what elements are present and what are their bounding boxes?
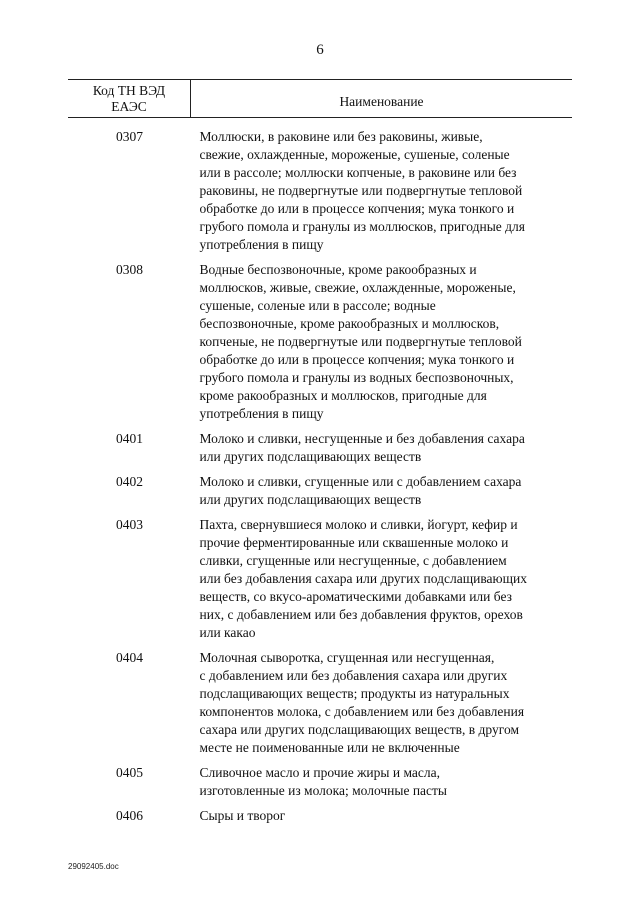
description-line: подслащивающих веществ; продукты из натуральных bbox=[199, 686, 510, 701]
description-line: кроме ракообразных и моллюсков, пригодные для bbox=[199, 388, 487, 403]
description-line: или какао bbox=[199, 625, 256, 640]
description-line: компонентов молока, с добавлением или без добавления bbox=[199, 704, 525, 719]
description-line: беспозвоночные, кроме ракообразных и моллюсков, bbox=[199, 316, 500, 331]
description-line: Молочная сыворотка, сгущенная или несгущенная, bbox=[199, 650, 495, 665]
commodity-code: 0403 bbox=[116, 517, 143, 532]
commodity-description bbox=[191, 430, 573, 473]
description-line: них, с добавлением или без добавления фруктов, орехов bbox=[199, 607, 523, 622]
commodity-code: 0308 bbox=[116, 262, 143, 277]
commodity-description bbox=[191, 516, 573, 649]
description-line: с добавлением или без добавления сахара или других bbox=[199, 668, 508, 683]
description-line: или без добавления сахара или других подслащивающих bbox=[199, 571, 527, 586]
code-header-line-2: ЕАЭС bbox=[111, 99, 147, 114]
description-line: Моллюски, в раковине или без раковины, живые, bbox=[199, 129, 483, 144]
commodity-code: 0404 bbox=[116, 650, 143, 665]
table-row bbox=[68, 430, 572, 473]
commodity-description bbox=[191, 473, 573, 516]
description-line: свежие, охлажденные, мороженые, сушеные, соленые bbox=[199, 147, 510, 162]
name-column-header: Наименование bbox=[191, 80, 573, 118]
description-line: или других подслащивающих веществ bbox=[199, 449, 422, 464]
commodity-code: 0401 bbox=[116, 431, 143, 446]
description-line: или в рассоле; моллюски копченые, в раковине или без bbox=[199, 165, 517, 180]
description-line: употребления в пищу bbox=[199, 237, 324, 252]
description-line: изготовленные из молока; молочные пасты bbox=[199, 783, 448, 798]
description-line: раковины, не подвергнутые или подвергнутые тепловой bbox=[199, 183, 523, 198]
footer-filename: 29092405.doc bbox=[68, 862, 119, 871]
description-line: грубого помола и гранулы из водных беспозвоночных, bbox=[199, 370, 514, 385]
description-line: прочие ферментированные или сквашенные молоко и bbox=[199, 535, 509, 550]
description-line: или других подслащивающих веществ bbox=[199, 492, 422, 507]
description-line: Сливочное масло и прочие жиры и масла, bbox=[199, 765, 440, 780]
description-line: Молоко и сливки, несгущенные и без добавления сахара bbox=[199, 431, 525, 446]
table-body bbox=[68, 118, 572, 833]
description-line: Водные беспозвоночные, кроме ракообразных и bbox=[199, 262, 477, 277]
description-line: месте не поименованные или не включенные bbox=[199, 740, 460, 755]
commodity-code: 0307 bbox=[116, 129, 143, 144]
description-line: употребления в пищу bbox=[199, 406, 324, 421]
spacer-cell bbox=[68, 118, 191, 129]
description-line: обработке до или в процессе копчения; мука тонкого и bbox=[199, 201, 515, 216]
description-line: копченые, не подвергнутые или подвергнутые тепловой bbox=[199, 334, 522, 349]
description-line: грубого помола и гранулы из моллюсков, пригодные для bbox=[199, 219, 525, 234]
code-column-header bbox=[68, 80, 191, 118]
table-row bbox=[68, 261, 572, 430]
description-line: сливки, сгущенные или несгущенные, с добавлением bbox=[199, 553, 507, 568]
commodity-description bbox=[191, 807, 573, 832]
description-line: Молоко и сливки, сгущенные или с добавлением сахара bbox=[199, 474, 522, 489]
description-line: Сыры и творог bbox=[199, 808, 286, 823]
commodity-description bbox=[191, 764, 573, 807]
commodity-code: 0405 bbox=[116, 765, 143, 780]
description-line: обработке до или в процессе копчения; мука тонкого и bbox=[199, 352, 515, 367]
description-line: моллюсков, живые, свежие, охлажденные, мороженые, bbox=[199, 280, 516, 295]
code-header-line-1: Код ТН ВЭД bbox=[92, 83, 166, 98]
spacer-cell bbox=[191, 118, 573, 129]
commodity-description bbox=[191, 649, 573, 764]
table-row bbox=[68, 473, 572, 516]
table-row bbox=[68, 807, 572, 832]
page-number: 6 bbox=[316, 42, 324, 58]
table-row bbox=[68, 649, 572, 764]
table-row bbox=[68, 764, 572, 807]
description-line: сахара или других подслащивающих веществ, в другом bbox=[199, 722, 519, 737]
commodity-description bbox=[191, 128, 573, 261]
header-spacer bbox=[68, 118, 572, 129]
description-line: сушеные, соленые или в рассоле; водные bbox=[199, 298, 436, 313]
commodity-code: 0402 bbox=[116, 474, 143, 489]
table-row bbox=[68, 128, 572, 261]
table-header-row bbox=[68, 80, 572, 118]
commodity-description bbox=[191, 261, 573, 430]
commodity-code: 0406 bbox=[116, 808, 143, 823]
commodity-table bbox=[68, 79, 572, 832]
table-header bbox=[68, 80, 572, 118]
description-line: веществ, со вкусо-ароматическими добавками или без bbox=[199, 589, 512, 604]
table-row bbox=[68, 516, 572, 649]
description-line: Пахта, свернувшиеся молоко и сливки, йогурт, кефир и bbox=[199, 517, 518, 532]
